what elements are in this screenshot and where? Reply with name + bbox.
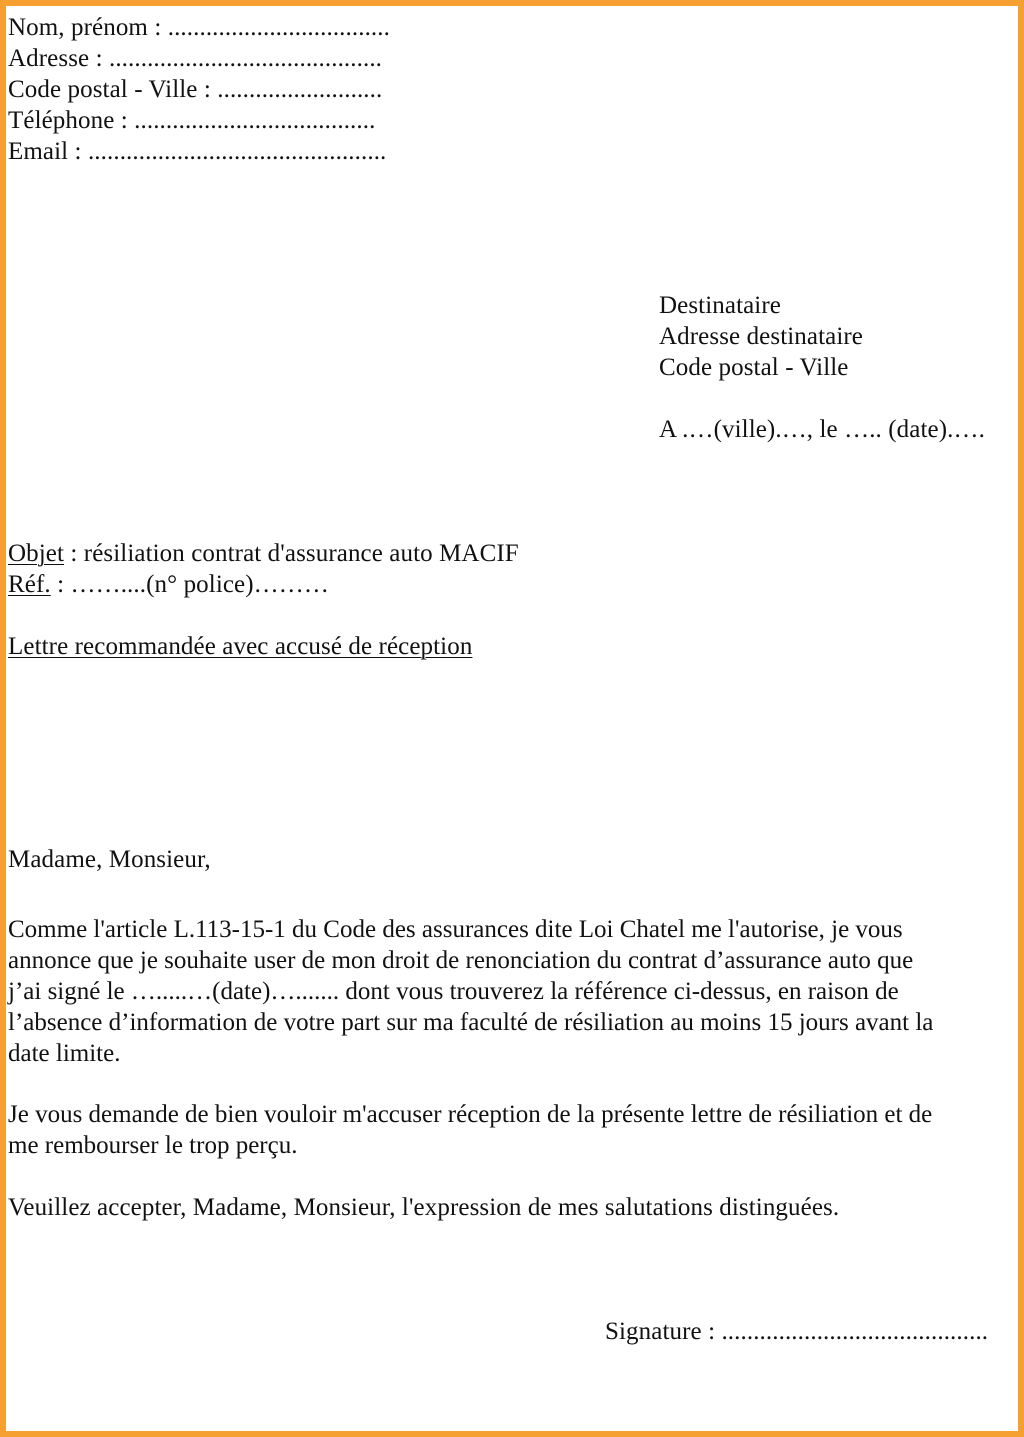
body-paragraph-2 <box>8 1099 1012 1161</box>
signature-line: Signature : .......................................... <box>605 1318 989 1345</box>
salutation: Madame, Monsieur, <box>8 846 211 873</box>
registered-mail-notice: Lettre recommandée avec accusé de réception <box>8 633 473 660</box>
sender-name-line: Nom, prénom : ................................... <box>8 14 390 41</box>
paragraph-line: Comme l'article L.113-15-1 du Code des assurances dite Loi Chatel me l'autorise, je vous <box>8 916 903 943</box>
body-paragraph-1 <box>8 914 1012 1069</box>
paragraph-line: Je vous demande de bien vouloir m'accuser réception de la présente lettre de résiliation et de <box>8 1101 933 1128</box>
paragraph-line: annonce que je souhaite user de mon droit de renonciation du contrat d’assurance auto que <box>8 947 914 974</box>
closing-formula: Veuillez accepter, Madame, Monsieur, l'expression de mes salutations distinguées. <box>8 1194 840 1221</box>
paragraph-line: date limite. <box>8 1040 121 1067</box>
recipient-city: Code postal - Ville <box>659 354 849 381</box>
sender-email-line: Email : ............................................... <box>8 138 387 165</box>
reference-label: Réf. <box>8 571 51 598</box>
subject-line <box>8 538 519 569</box>
sender-address-line: Adresse : ........................................... <box>8 45 383 72</box>
reference-text: : ……....(n° police)……… <box>50 571 329 598</box>
sender-city-line: Code postal - Ville : .......................... <box>8 76 383 103</box>
paragraph-line: j’ai signé le ….....…(date)…....... dont vous trouverez la référence ci-dessus, en raison de <box>8 978 899 1005</box>
reference-line <box>8 569 329 600</box>
paragraph-line: l’absence d’information de votre part sur ma faculté de résiliation au moins 15 jours avant la <box>8 1009 934 1036</box>
subject-text: : résiliation contrat d'assurance auto MACIF <box>64 540 519 567</box>
place-date-line: A .…(ville).…, le ….. (date).…. <box>659 416 985 443</box>
sender-phone-line: Téléphone : ...................................... <box>8 107 376 134</box>
subject-label: Objet <box>8 540 65 567</box>
paragraph-line: me rembourser le trop perçu. <box>8 1132 298 1159</box>
recipient-address: Adresse destinataire <box>659 323 864 350</box>
recipient-name: Destinataire <box>659 292 781 319</box>
